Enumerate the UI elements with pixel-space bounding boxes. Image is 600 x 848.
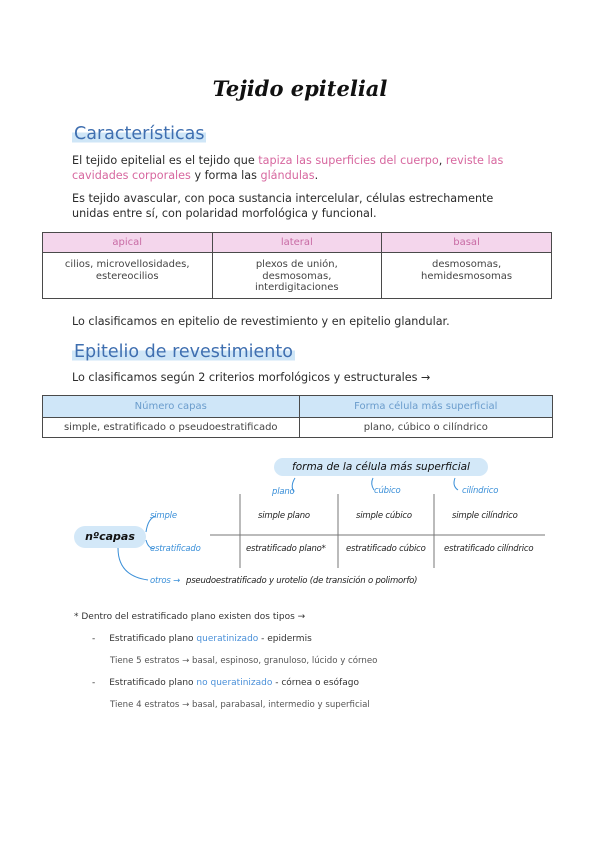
diagram-otros-text: pseudoestratificado y urotelio (de transición o polimorfo) [186, 576, 418, 586]
paragraph-definition: El tejido epitelial es el tejido que tapiza las superficies del cuerpo, reviste las cavidades corporales y forma las glándulas. [72, 154, 504, 182]
table-header: basal [382, 233, 552, 253]
note-intro: * Dentro del estratificado plano existen dos tipos → [74, 612, 306, 622]
col-label-cilindrico: cilíndrico [462, 486, 499, 496]
table-cell: simple, estratificado o pseudoestratificado [43, 418, 300, 438]
note-bullet-no-queratinizado: - Estratificado plano no queratinizado - córnea o esófago [92, 678, 359, 688]
arrow-otros [118, 548, 148, 580]
note-sub-queratinizado: Tiene 5 estratos → basal, espinoso, granuloso, lúcido y córneo [110, 656, 378, 666]
diagram-cell: estratificado plano* [246, 544, 326, 554]
table-header: Número capas [43, 396, 300, 418]
note-bullet-queratinizado: - Estratificado plano queratinizado - epidermis [92, 634, 312, 644]
diagram-cell: estratificado cilíndrico [444, 544, 534, 554]
diagram-cell: simple cilíndrico [452, 511, 518, 521]
row-label-estratificado: estratificado [150, 544, 201, 554]
row-label-otros: otros → [150, 576, 181, 586]
table-header: lateral [212, 233, 382, 253]
arrow-cilindrico [454, 478, 458, 490]
row-label-simple: simple [150, 511, 177, 521]
col-label-plano: plano [272, 487, 295, 497]
table-cell: plano, cúbico o cilíndrico [299, 418, 552, 438]
section-heading-caracteristicas: Características [74, 124, 205, 144]
col-label-cubico: cúbico [374, 486, 401, 496]
paragraph-criteria: Lo clasificamos según 2 criterios morfológicos y estructurales → [72, 371, 431, 384]
paragraph-classification: Lo clasificamos en epitelio de revestimiento y en epitelio glandular. [72, 315, 450, 328]
table-cell: cilios, microvellosidades, estereocilios [43, 253, 213, 299]
criteria-table [42, 395, 553, 438]
polarity-table [42, 232, 552, 299]
diagram-cell: estratificado cúbico [346, 544, 426, 554]
diagram-label-forma: forma de la célula más superficial [274, 458, 488, 476]
diagram-cell: simple plano [258, 511, 310, 521]
section-heading-revestimiento: Epitelio de revestimiento [74, 342, 293, 362]
table-cell: plexos de unión, desmosomas, interdigitaciones [212, 253, 382, 299]
table-header: apical [43, 233, 213, 253]
paragraph-properties: Es tejido avascular, con poca sustancia intercelular, células estrechamente unidas entre sí, con polaridad morfológica y funcional. [72, 192, 494, 220]
diagram-cell: simple cúbico [356, 511, 412, 521]
note-sub-no-queratinizado: Tiene 4 estratos → basal, parabasal, intermedio y superficial [110, 700, 370, 710]
table-cell: desmosomas, hemidesmosomas [382, 253, 552, 299]
diagram-label-capas: nºcapas [74, 526, 146, 548]
table-header: Forma célula más superficial [299, 396, 552, 418]
page-title: Tejido epitelial [212, 76, 388, 101]
